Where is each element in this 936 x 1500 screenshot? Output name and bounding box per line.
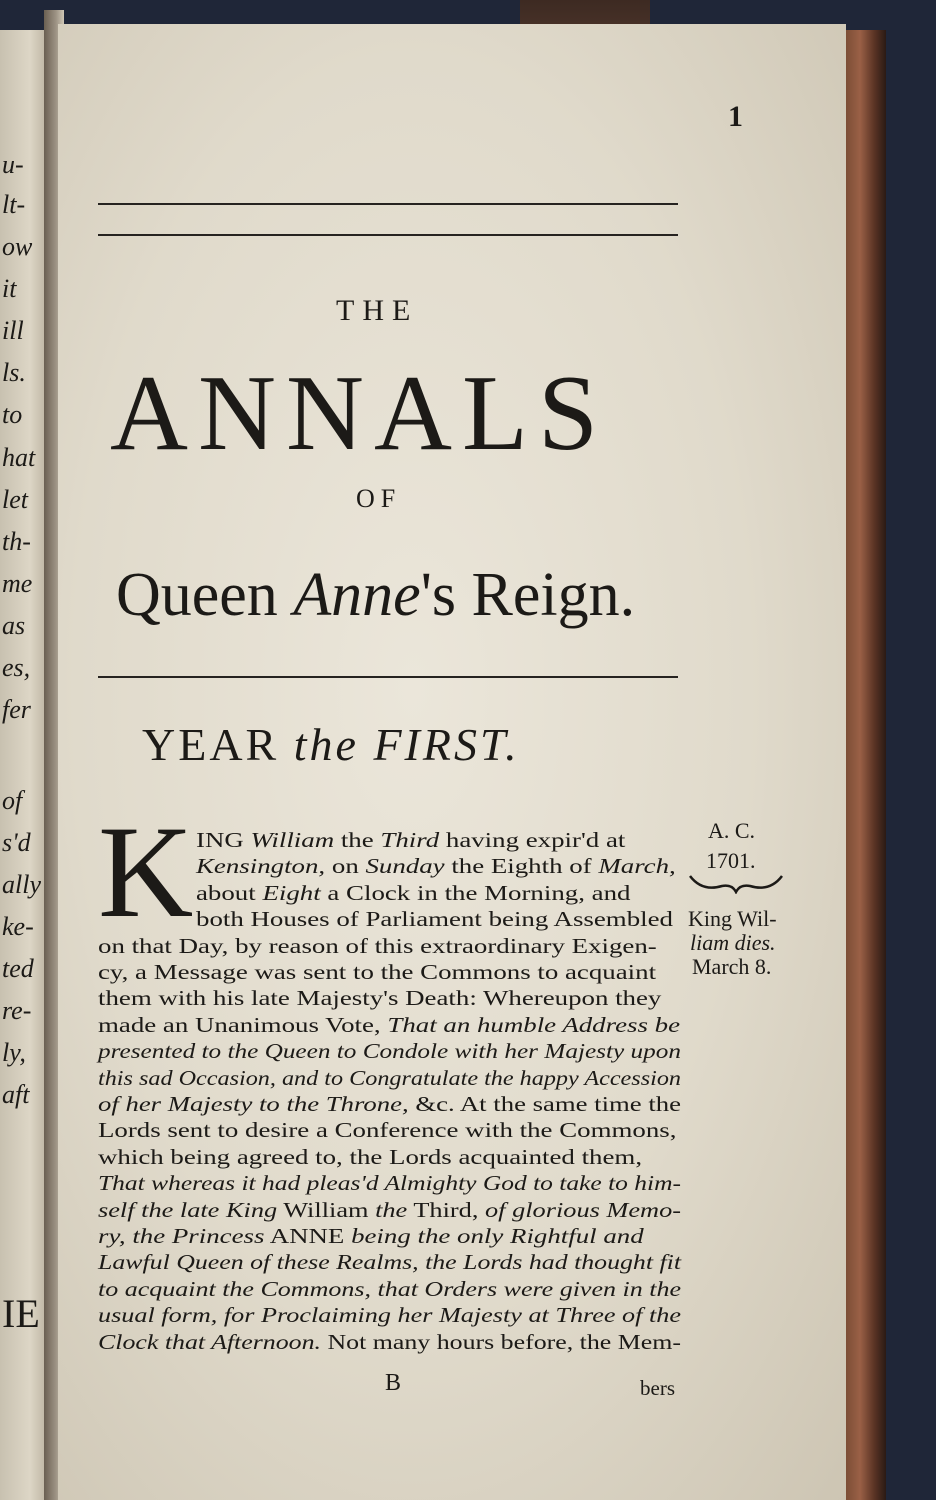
body-segment: self the late King	[98, 1197, 278, 1222]
body-line	[98, 1144, 643, 1169]
left-page-fragment: ted	[2, 954, 34, 983]
body-line	[196, 880, 631, 905]
margin-date: March 8.	[692, 954, 772, 979]
left-page-fragment: ow	[2, 232, 33, 261]
body-line	[98, 1197, 681, 1222]
left-page-fragment: re-	[2, 996, 32, 1025]
body-segment: presented to the Queen to Condole with her Majesty upon	[98, 1039, 681, 1064]
body-segment: ry, the Princess	[98, 1224, 265, 1248]
body-segment: to acquaint the Commons, that Orders were given in the	[98, 1276, 681, 1301]
title-of: OF	[356, 484, 402, 513]
body-segment: about	[196, 880, 263, 905]
body-segment: having expir'd at	[439, 828, 626, 852]
page-number: 1	[728, 100, 743, 133]
left-page-fragment: u-	[2, 150, 24, 179]
year-heading	[142, 718, 520, 771]
year-word: YEAR	[142, 719, 294, 770]
body-segment: made an Unanimous Vote,	[98, 1012, 388, 1037]
left-page	[0, 30, 50, 1500]
body-segment: the	[375, 1197, 408, 1222]
body-line	[98, 1305, 681, 1327]
catchword: bers	[640, 1376, 675, 1400]
left-page-fragment: IE	[2, 1291, 40, 1336]
margin-king-line2: liam dies.	[690, 930, 776, 955]
body-line	[98, 933, 657, 958]
body-line	[98, 1120, 676, 1142]
body-segment: Third,	[407, 1197, 486, 1222]
brace-icon	[688, 870, 784, 894]
body-segment: which being agreed to, the Lords acquainted them,	[98, 1144, 643, 1169]
left-page-fragment: ill	[2, 316, 24, 345]
body-segment: Eight	[262, 880, 321, 905]
left-page-fragment: me	[2, 569, 33, 598]
body-line	[98, 1012, 681, 1037]
body-segment: That whereas it had pleas'd Almighty God to take to him-	[98, 1171, 681, 1196]
body-segment: a Clock in the Morning, and	[320, 880, 631, 905]
body-line	[98, 1276, 681, 1301]
left-page-fragment: it	[2, 274, 17, 303]
body-segment: Kensington,	[196, 854, 326, 879]
body-segment: on that Day, by reason of this extraordinary Exigen-	[98, 933, 657, 958]
left-page-fragment: ke-	[2, 912, 34, 941]
body-segment: of glorious Memo-	[485, 1197, 681, 1222]
body-segment: of her Majesty to the Throne,	[98, 1092, 409, 1116]
body-segment: on	[325, 854, 366, 879]
body-line	[196, 830, 625, 852]
body-segment: March,	[598, 854, 676, 879]
left-page-fragment: fer	[2, 695, 31, 724]
left-page-fragment: let	[2, 485, 28, 514]
body-segment: the Eighth of	[444, 854, 599, 879]
body-segment: ING	[196, 828, 251, 852]
title-queen-name: Anne	[293, 561, 421, 629]
body-line	[196, 856, 676, 878]
left-page-fragment: aft	[2, 1080, 30, 1109]
body-segment: William	[277, 1197, 376, 1222]
body-line	[98, 988, 661, 1010]
left-page-fragment: es,	[2, 653, 31, 682]
left-page-fragment: of	[2, 786, 23, 815]
title-queen-annes-reign	[116, 560, 635, 631]
body-segment: ANNE	[264, 1224, 352, 1248]
body-segment: cy, a Message was sent to the Commons to acquaint	[98, 960, 657, 984]
top-rule-2	[98, 234, 678, 236]
title-queen-pre: Queen	[116, 561, 294, 629]
drop-cap: K	[98, 798, 194, 945]
body-segment: Sunday	[365, 854, 445, 879]
left-page-fragment: ly,	[2, 1038, 26, 1067]
body-line	[98, 1065, 681, 1090]
body-segment: the	[334, 828, 381, 852]
body-segment: &c. At the same time the	[408, 1092, 681, 1116]
left-page-fragment: ls.	[2, 358, 26, 387]
mid-rule	[98, 676, 678, 678]
body-line	[98, 1226, 644, 1248]
body-segment: Lords sent to desire a Conference with the Commons,	[98, 1118, 677, 1143]
body-line	[98, 1173, 681, 1195]
margin-ac: A. C.	[708, 818, 756, 843]
top-rule-1	[98, 203, 678, 205]
body-segment: That an humble Address be	[387, 1012, 681, 1037]
page-edge	[846, 30, 886, 1500]
body-segment: them with his late Majesty's Death: Whereupon they	[98, 986, 662, 1011]
body-line	[98, 1329, 681, 1354]
body-segment: Third	[380, 828, 440, 852]
body-line	[98, 962, 656, 984]
left-page-fragment: to	[2, 400, 23, 429]
body-segment: Clock that Afternoon.	[98, 1329, 322, 1354]
left-page-fragment: s'd	[2, 828, 31, 857]
title-queen-post: 's Reign.	[420, 561, 636, 629]
body-segment: both Houses of Parliament being Assembled	[196, 907, 673, 932]
body-line	[98, 1252, 681, 1274]
title-the: THE	[336, 294, 419, 327]
year-the: the	[293, 719, 374, 770]
body-segment: Lawful Queen of these Realms, the Lords had thought fit	[98, 1250, 681, 1275]
left-page-fragment: ally	[2, 870, 41, 899]
body-line	[98, 1094, 681, 1116]
body-segment: being the only Rightful and	[351, 1224, 644, 1248]
body-segment: Not many hours before, the Mem-	[321, 1329, 681, 1354]
body-segment: this sad Occasion, and to Congratulate the happy Accession	[98, 1065, 681, 1090]
left-page-fragment: as	[2, 611, 26, 640]
body-segment: usual form, for Proclaiming her Majesty at Three of the	[98, 1303, 681, 1328]
left-page-fragment: hat	[2, 443, 36, 472]
left-page-fragment: lt-	[2, 190, 26, 219]
body-line	[98, 1041, 681, 1063]
body-segment: William	[250, 828, 335, 852]
body-line	[196, 909, 673, 931]
signature-mark: B	[385, 1370, 402, 1396]
year-first: FIRST.	[373, 719, 520, 770]
left-page-fragment: th-	[2, 527, 31, 556]
margin-year: 1701.	[706, 848, 756, 873]
margin-king-line1: King Wil-	[688, 906, 777, 931]
title-annals: ANNALS	[110, 354, 609, 473]
